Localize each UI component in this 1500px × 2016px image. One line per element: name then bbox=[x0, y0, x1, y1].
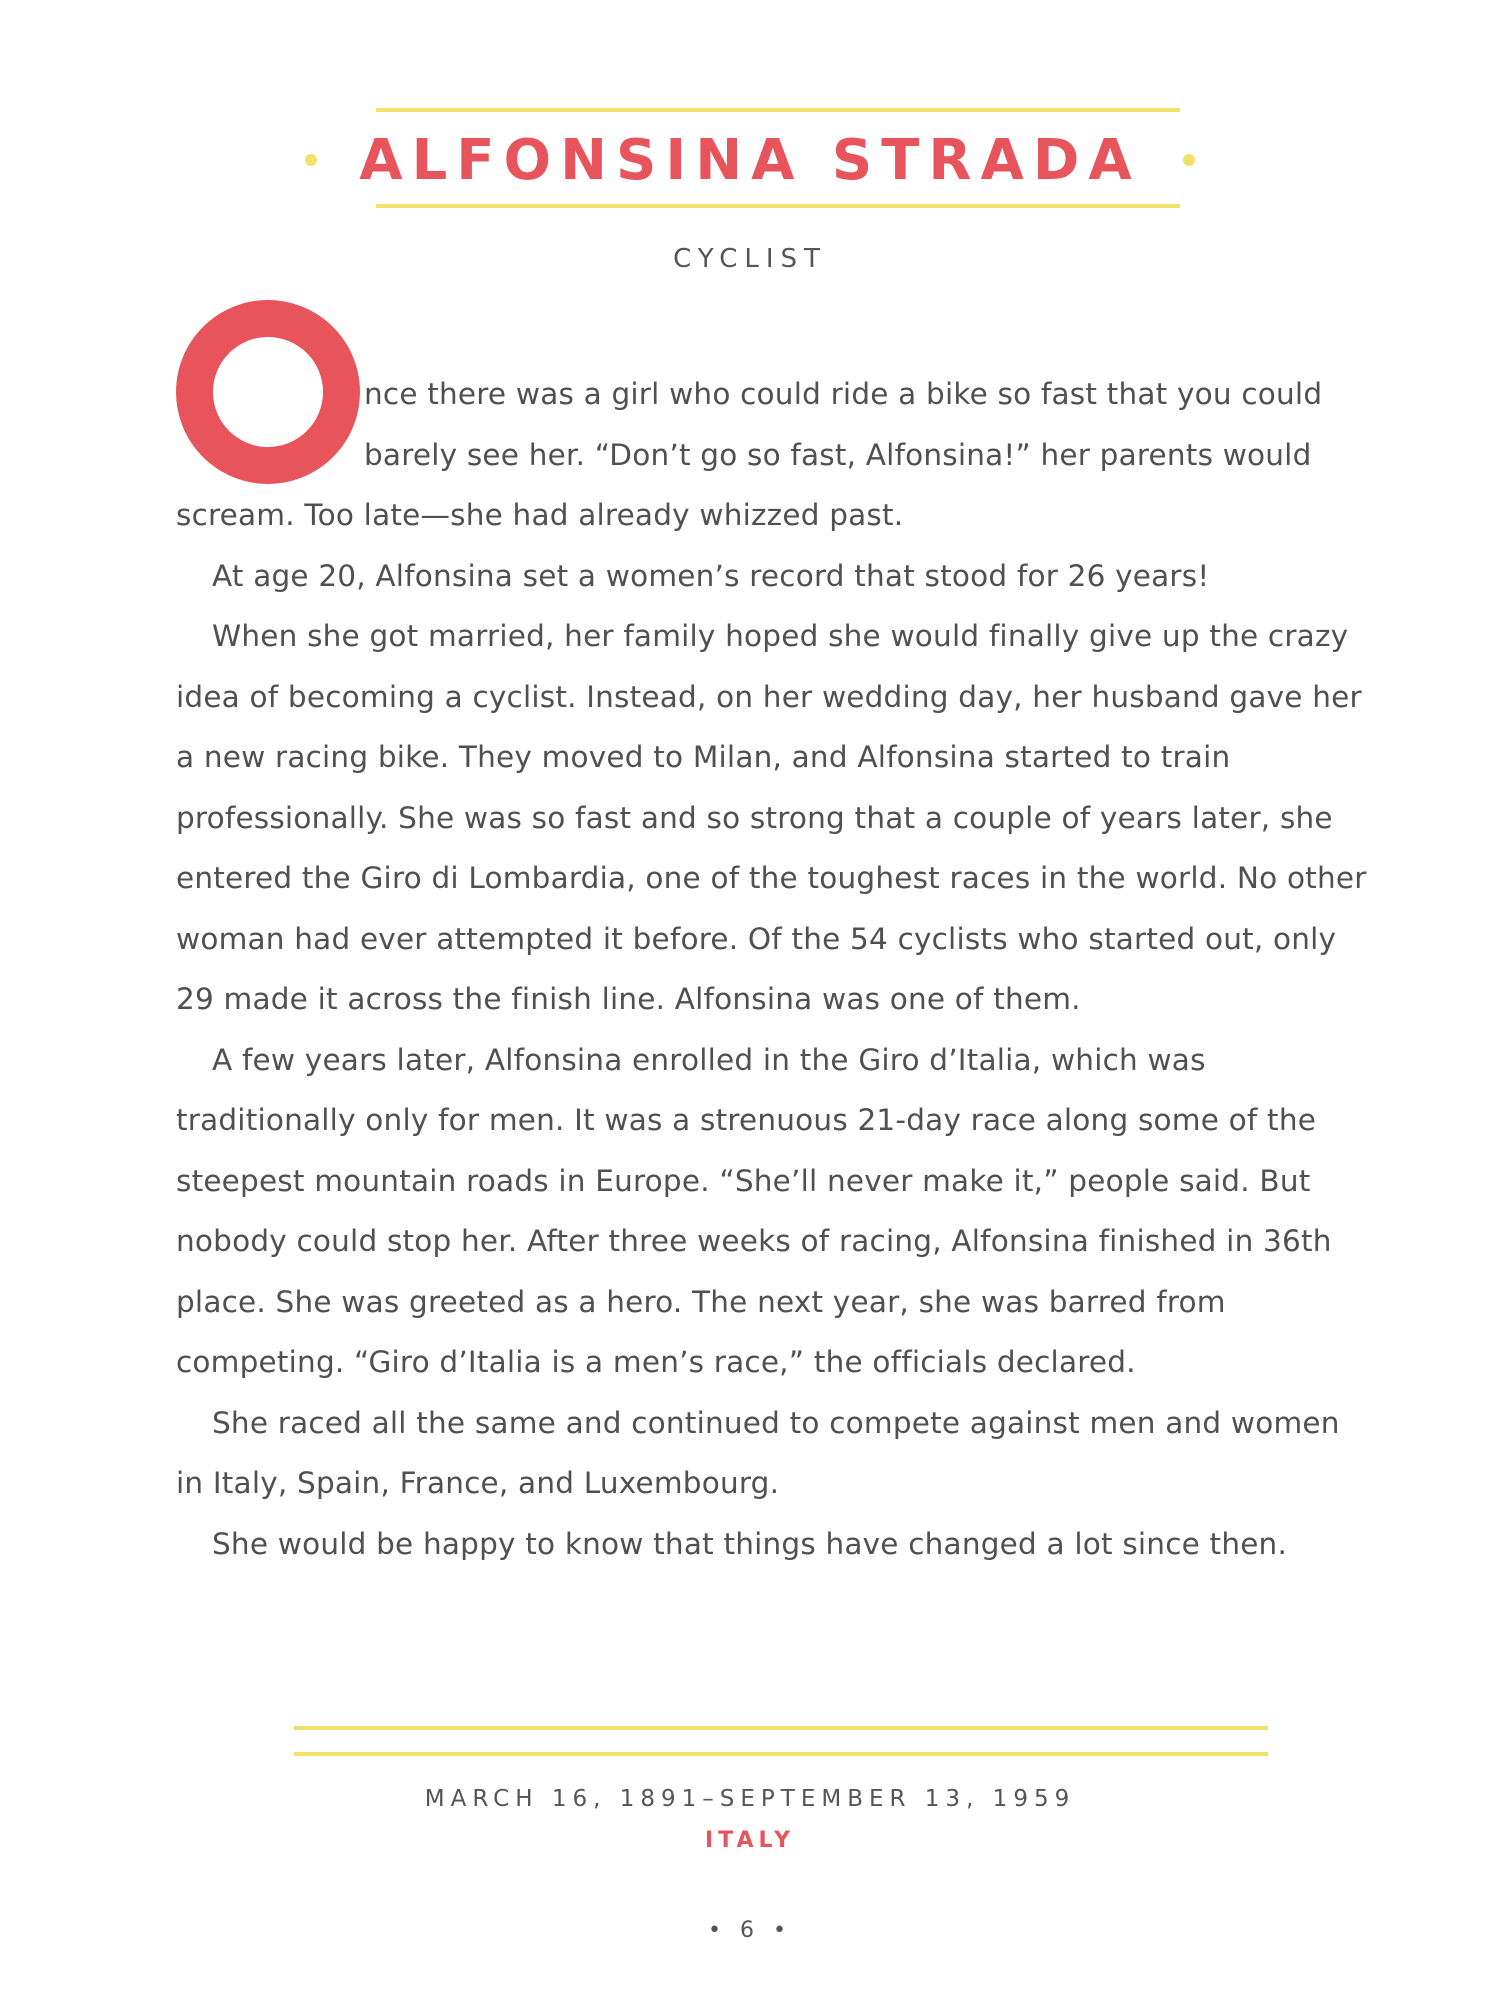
title-rule-top bbox=[376, 108, 1180, 112]
drop-cap-o-letter-icon bbox=[176, 300, 360, 484]
footer-rule-bottom bbox=[294, 1752, 1268, 1756]
paragraph-2: At age 20, Alfonsina set a women’s record that stood for 26 years! bbox=[212, 558, 1210, 593]
footer-rule-top bbox=[294, 1726, 1268, 1730]
title-row bbox=[0, 124, 1500, 196]
page-number: • 6 • bbox=[708, 1918, 792, 1943]
story-body bbox=[176, 364, 1376, 1574]
drop-cap bbox=[176, 300, 364, 460]
country-label: ITALY bbox=[704, 1828, 796, 1853]
title-dot-left-icon bbox=[305, 154, 317, 166]
page-title: ALFONSINA STRADA bbox=[359, 127, 1141, 193]
paragraph-4: A few years later, Alfonsina enrolled in the Giro d’Italia, which was traditionally only for men. It was a strenuous 21-day race along some of the steepest mountain roads in Europe. “She’ll never make it,” people said. But nobody could stop her. After three weeks of racing, Alfonsina finished in 36th place. She was greeted as a hero. The next year, she was barred from competing. “Giro d’Italia is a men’s race,” the officials declared. bbox=[176, 1042, 1332, 1379]
title-dot-right-icon bbox=[1183, 154, 1195, 166]
title-rule-bottom bbox=[376, 204, 1180, 208]
life-dates: MARCH 16, 1891–SEPTEMBER 13, 1959 bbox=[424, 1786, 1076, 1812]
paragraph-6: She would be happy to know that things have changed a lot since then. bbox=[212, 1526, 1288, 1561]
page-subtitle: CYCLIST bbox=[673, 244, 827, 274]
paragraph-3: When she got married, her family hoped she would finally give up the crazy idea of becoming a cyclist. Instead, on her wedding day, her husband gave her a new racing bike. They moved to Milan, and Alfonsina started to train professionally. She was so fast and so strong that a couple of years later, she entered the Giro di Lombardia, one of the toughest races in the world. No other woman had ever attempted it before. Of the 54 cyclists who started out, only 29 made it across the finish line. Alfonsina was one of them. bbox=[176, 619, 1367, 1016]
paragraph-1: nce there was a girl who could ride a bike so fast that you could barely see her. “Don’t go so fast, Alfonsina!” her parents would scream. Too late—she had already whizzed past. bbox=[176, 377, 1323, 532]
paragraph-5: She raced all the same and continued to compete against men and women in Italy, Spain, France, and Luxembourg. bbox=[176, 1405, 1340, 1500]
